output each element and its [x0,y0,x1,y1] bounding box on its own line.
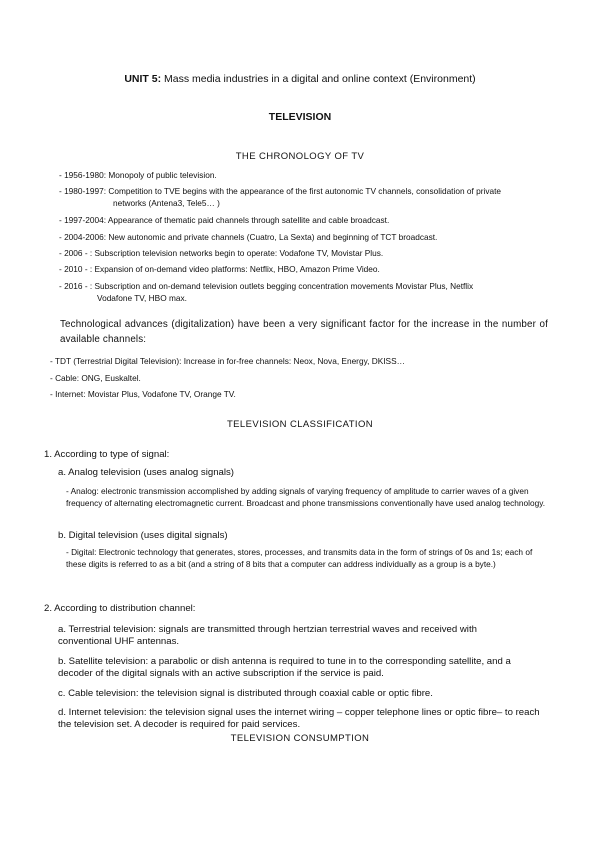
unit-title [0,73,600,85]
chronology-item: - 1997-2004: Appearance of thematic paid channels through satellite and cable broadcast. [59,215,390,225]
channel-item: - TDT (Terrestrial Digital Television): Increase in for-free channels: Neox, Nova, Energy, DKISS… [50,356,405,366]
channel-item: - Internet: Movistar Plus, Vodafone TV, Orange TV. [50,389,236,399]
satellite-tv-text: b. Satellite television: a parabolic or dish antenna is required to tune in to the corresponding satellite, and a decoder of the digital signals with an active subscription if the service is paid. [58,656,511,679]
chronology-item: - 1956-1980: Monopoly of public television. [59,170,217,180]
chronology-item-continued: Vodafone TV, HBO max. [97,293,187,303]
digitalization-paragraph: Technological advances (digitalization) have been a very significant factor for the increase in the number of available channels: [60,319,548,345]
section-2-title: 2. According to distribution channel: [44,603,196,614]
classification-heading: TELEVISION CLASSIFICATION [226,419,374,430]
digital-tv-title: b. Digital television (uses digital signals) [58,530,228,541]
terrestrial-tv-text: a. Terrestrial television: signals are transmitted through hertzian terrestrial waves and received with conventional UHF antennas. [58,624,477,647]
page-title: TELEVISION [268,111,332,123]
unit-subtitle: Mass media industries in a digital and online context (Environment) [164,73,476,85]
chronology-item: - 1980-1997: Competition to TVE begins with the appearance of the first autonomic TV channels, consolidation of private [59,186,501,196]
analog-tv-title: a. Analog television (uses analog signals) [58,467,234,478]
chronology-item: - 2016 - : Subscription and on-demand television outlets begging concentration movements Movistar Plus, Netflix [59,281,474,291]
chronology-item: - 2004-2006: New autonomic and private channels (Cuatro, La Sexta) and beginning of TCT broadcast. [59,232,438,242]
chronology-item: - 2006 - : Subscription television networks begin to operate: Vodafone TV, Movistar Plus. [59,248,384,258]
chronology-item-continued: networks (Antena3, Tele5… ) [113,198,220,208]
cable-tv-text: c. Cable television: the television signal is distributed through coaxial cable or optic fibre. [58,688,433,699]
chronology-heading: THE CHRONOLOGY OF TV [235,151,365,162]
unit-label: UNIT 5: [124,73,162,85]
channel-item: - Cable: ONG, Euskaltel. [50,373,141,383]
internet-tv-text: d. Internet television: the television signal uses the internet wiring – copper telephone lines or optic fibre– to reach the television set. A decoder is required for paid services. [58,707,540,730]
analog-tv-text: - Analog: electronic transmission accomplished by adding signals of varying frequency of amplitude to carrier waves of a given frequency of alternating electromagnetic current. Broadcast and phone transmissions conventionally have used analog technology. [66,486,546,508]
consumption-heading: TELEVISION CONSUMPTION [230,733,370,744]
section-1-title: 1. According to type of signal: [44,449,170,460]
chronology-item: - 2010 - : Expansion of on-demand video platforms: Netflix, HBO, Amazon Prime Video. [59,264,380,274]
digital-tv-text: - Digital: Electronic technology that generates, stores, processes, and transmits data in the form of strings of 0s and 1s; each of these digits is referred to as a bit (and a string of 8 bits that a computer can address individually as a group is a byte.) [66,547,533,569]
